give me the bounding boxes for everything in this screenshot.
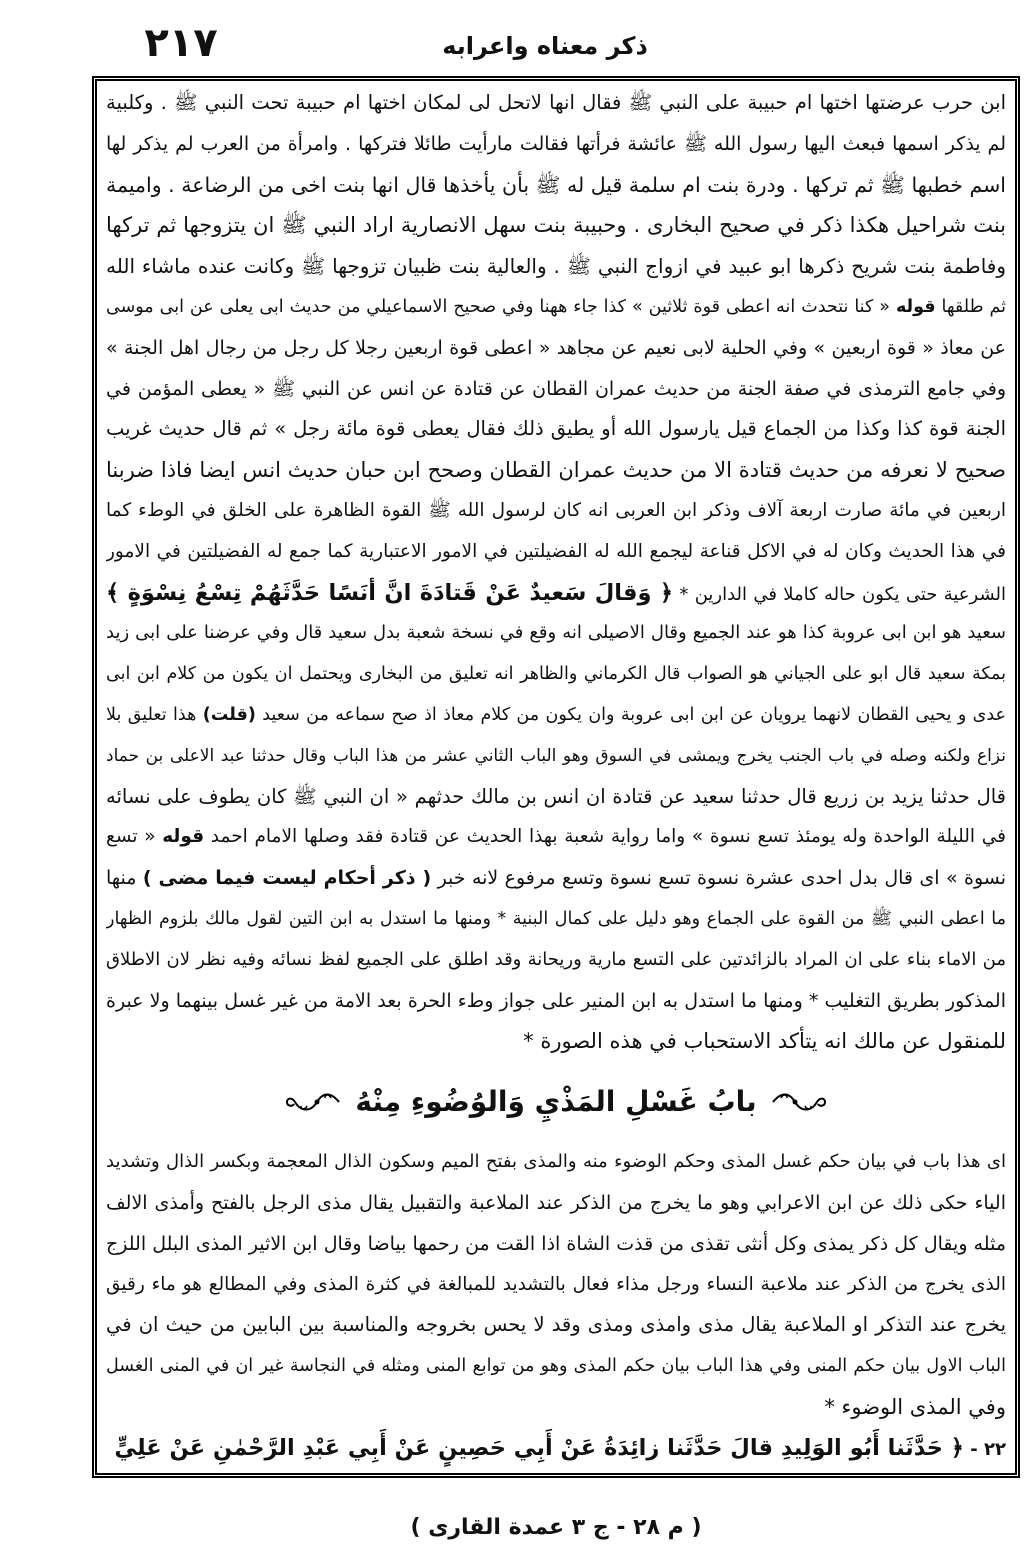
- line-text: لم يذكر اسمها فبعث اليها رسول الله ﷺ عائشة فرأتها فقالت مارأيت طائلا فتركها . وامرأة من العرب لم يذكر لها: [106, 132, 1006, 155]
- keyword-qawluhu: قوله: [162, 826, 205, 848]
- text-line: [106, 899, 1006, 940]
- text-line: [106, 450, 1006, 491]
- text-line: [106, 1183, 1006, 1224]
- text-line: [106, 613, 1006, 654]
- line-text: وفي المذى الوضوء *: [824, 1394, 1006, 1419]
- chapter-heading: [106, 1062, 1006, 1142]
- page-body: [106, 83, 1006, 1469]
- text-line: [106, 491, 1006, 532]
- line-text: نسوة » اى قال بدل احدى عشرة نسوة تسع نسوة وتسع مرفوع لانه خبر: [431, 867, 1006, 890]
- text-line: [106, 165, 1006, 206]
- line-text: في الليلة الواحدة وله يومئذ تسع نسوة » واما رواية شعبة بهذا الحديث عن قتادة فقد وصلها الامام احمد: [204, 826, 1006, 848]
- line-text: بمكة سعيد قال ابو على الجياني هو الصواب قال الكرماني والظاهر انه تعليق من البخارى ويحتمل ان يكون من كلام ابن ابى: [106, 664, 1006, 685]
- commentary-paragraph-3: [106, 1142, 1006, 1428]
- text-line: [106, 695, 1006, 736]
- text-line: [106, 246, 1006, 287]
- line-text: وفي جامع الترمذى في صفة الجنة من حديث عمران القطان عن قتادة عن انس عن النبي ﷺ « يعطى المؤمن في: [106, 377, 1006, 400]
- text-line: [106, 654, 1006, 695]
- text-line: [106, 1021, 1006, 1062]
- line-text: عن معاذ « قوة اربعين » وفي الحلية لابى نعيم عن مجاهد « اعطى قوة اربعين رجلا كل رجل من رجال اهل الجنة »: [106, 336, 1006, 359]
- text-line: [106, 1265, 1006, 1306]
- page-footer: ( م ٢٨ - ج ٣ عمدة القارى ): [410, 1515, 702, 1540]
- text-line: [106, 1224, 1006, 1265]
- line-text: الباب الاول بيان حكم المنى وفي هذا الباب بيان حكم المذى وهو من توابع المنى ومثله في النجاسة غير ان في المنى الغسل: [106, 1356, 1006, 1377]
- text-line: [106, 328, 1006, 369]
- page-number: ٢١٧: [144, 20, 218, 66]
- line-text: ثم طلقها: [935, 296, 1006, 317]
- line-text: ابن حرب عرضتها اختها ام حبيبة على النبي ﷺ فقال انها لاتحل لى لمكان اختها ام حبيبة تحت النبي ﷺ . وكلبية: [106, 91, 1006, 114]
- line-text: اسم خطبها ﷺ ثم تركها . ودرة بنت ام سلمة قيل له ﷺ بأن يأخذها قال انها بنت اخى من الرضاعة . واميمة: [106, 172, 1006, 197]
- line-text: مثله ويقال كل ذكر يمذى وكل أنثى تقذى من قذت الشاة اذا القت من رحمها بياضا وقال ابن الاثير المذى البلل اللزج: [106, 1232, 1006, 1255]
- line-text: للمنقول عن مالك انه يتأكد الاستحباب في هذه الصورة *: [523, 1029, 1006, 1054]
- hadith-isnad: ﴿ حَدَّثَنا أَبُو الوَلِيدِ قالَ حَدَّثَنا زائِدَةُ عَنْ أَبِي حَصِينٍ عَنْ أَبِي عَبْدِ الرَّحْمٰنِ عَنْ عَلِيٍّ: [114, 1434, 964, 1461]
- line-text: من الاماء بناء على ان المراد بالزائدتين على التسع مارية وريحانة وقد اطلق على الجميع لفظ نسائه وفيه نظر لان الاطلاق: [106, 948, 1006, 970]
- line-text: الجنة قوة كذا وكذا من الجماع قيل يارسول الله أو يطيق ذلك فقال يعطى قوة مائة رجل » ثم قال حديث غريب: [106, 417, 1006, 441]
- line-text: الشرعية حتى يكون حاله كاملا في الدارين *: [673, 583, 1006, 605]
- text-line: [106, 205, 1006, 246]
- text-line: [106, 981, 1006, 1022]
- line-text: في هذا الحديث وكان له في الاكل قناعة ليجمع الله له الفضيلتين في الامور الاعتبارية كما جمع له الفضيلتين في الامور: [106, 540, 1006, 562]
- line-text: صحيح لا نعرفه من حديث قتادة الا من حديث عمران القطان وصحح ابن حبان حديث انس ايضا فاذا ضربنا: [106, 458, 1006, 483]
- running-title: ذكر معناه واعرابه: [442, 32, 648, 60]
- text-line: [106, 369, 1006, 410]
- line-text: الياء حكى ذلك عن ابن الاعرابي وهو ما يخرج من الذكر عند الملاعبة والتقبيل يقال مذى الرجل بالفتح وأمذى الالف: [106, 1191, 1006, 1214]
- line-text: ما اعطى النبي ﷺ من القوة على الجماع وهو دليل على كمال البنية * ومنها ما استدل به ابن التين لقول مالك بلزوم الظهار: [106, 908, 1006, 929]
- chapter-title: بابُ غَسْلِ المَذْيِ وَالوُضُوءِ مِنْهُ: [355, 1085, 757, 1119]
- text-line: [106, 736, 1006, 777]
- line-text: وفاطمة بنت شريح ذكرها ابو عبيد في ازواج النبي ﷺ . والعالية بنت ظبيان تزوجها ﷺ وكانت عنده ماشاء الله: [106, 254, 1006, 279]
- line-text: « تسع: [106, 826, 163, 848]
- ornament-icon: [285, 1089, 341, 1115]
- text-line: [106, 83, 1006, 124]
- line-text: المذكور بطريق التغليب * ومنها ما استدل به ابن المنير على جواز وطء الحرة بعد الامة من غير غسل بينهما ولا عبرة: [106, 989, 1006, 1012]
- text-line: [106, 409, 1006, 450]
- line-text: اى هذا باب في بيان حكم غسل المذى وحكم الوضوء منه والمذى بفتح الميم وسكون الذال المعجمة وبكسر الذال وتشديد: [106, 1151, 1006, 1173]
- line-text: هذا تعليق بلا: [106, 704, 203, 725]
- text-line: [106, 1142, 1006, 1183]
- text-line: [106, 1387, 1006, 1428]
- commentary-paragraph-2: [106, 613, 1006, 1062]
- line-text: سعيد هو ابن ابى عروبة كذا هو عند الجميع وقال الاصيلى انه وقع في نسخة شعبة بدل سعيد قال وفي عرضنا على ابى زيد: [106, 622, 1006, 644]
- text-line: [106, 532, 1006, 573]
- text-line: [106, 940, 1006, 981]
- line-text: « كنا نتحدث انه اعطى قوة ثلاثين » كذا جاء ههنا وفي صحيح الاسماعيلي من حديث ابى يعلى عن ابى موسى: [106, 296, 896, 317]
- text-line: [106, 124, 1006, 165]
- hadith-number: ٢٢ -: [964, 1438, 1006, 1460]
- line-text: الذى يخرج من الذكر عند ملاعبة النساء ورجل مذاء فعال بالتشديد للمبالغة في كثرة المذى وفي المطالع هو ماء رقيق: [106, 1273, 1006, 1295]
- line-text: يخرج عند التذكر او الملاعبة يقال مذى وامذى ومذى وقد لا يحس بخروجه والمناسبة بين البابين من حيث ان في: [106, 1313, 1006, 1337]
- hadith-quote: ﴿ وَقالَ سَعيدٌ عَنْ قَتادَةَ انَّ أنَسًا حَدَّثَهُمْ تِسْعُ نِسْوَةٍ ﴾: [106, 579, 674, 606]
- line-text: منها: [106, 867, 143, 890]
- line-text: اربعين في مائة صارت اربعة آلاف وذكر ابن العربى انه كان لرسول الله ﷺ القوة الظاهرة على الخلق في الوطء كما: [106, 499, 1006, 521]
- commentary-paragraph-1: [106, 83, 1006, 613]
- text-line: [106, 858, 1006, 899]
- keyword-qawluhu: قوله: [895, 296, 936, 317]
- hadith-isnad-line: [106, 1428, 1006, 1469]
- text-line: [106, 287, 1006, 328]
- line-text: قال حدثنا يزيد بن زريع قال حدثنا سعيد عن قتادة ان انس بن مالك حدثهم « ان النبي ﷺ كان يطوف على نسائه: [106, 784, 1006, 808]
- line-text: بنت شراحيل هكذا ذكر في صحيح البخارى . وحبيبة بنت سهل الانصارية اراد النبي ﷺ ان يتزوجها ثم تركها: [106, 213, 1006, 238]
- line-text: نزاع ولكنه وصله في باب الجنب يخرج ويمشى في السوق وهو الباب الثاني عشر من هذا الباب وقال حدثنا عبد الاعلى بن حماد: [106, 745, 1006, 766]
- line-text: عدى و يحيى القطان لانهما يرويان عن ابن ابى عروبة وان يكون من كلام معاذ اذ صح سماعه من سعيد: [255, 704, 1006, 725]
- text-line: [106, 1346, 1006, 1387]
- ornament-icon: [771, 1089, 827, 1115]
- text-line: [106, 573, 1006, 614]
- text-line: [106, 777, 1006, 818]
- text-line: [106, 1305, 1006, 1346]
- subheading-rulings: ( ذكر أحكام ليست فيما مضى ): [142, 867, 432, 890]
- text-line: [106, 817, 1006, 858]
- keyword-qultu: (قلت): [202, 704, 256, 725]
